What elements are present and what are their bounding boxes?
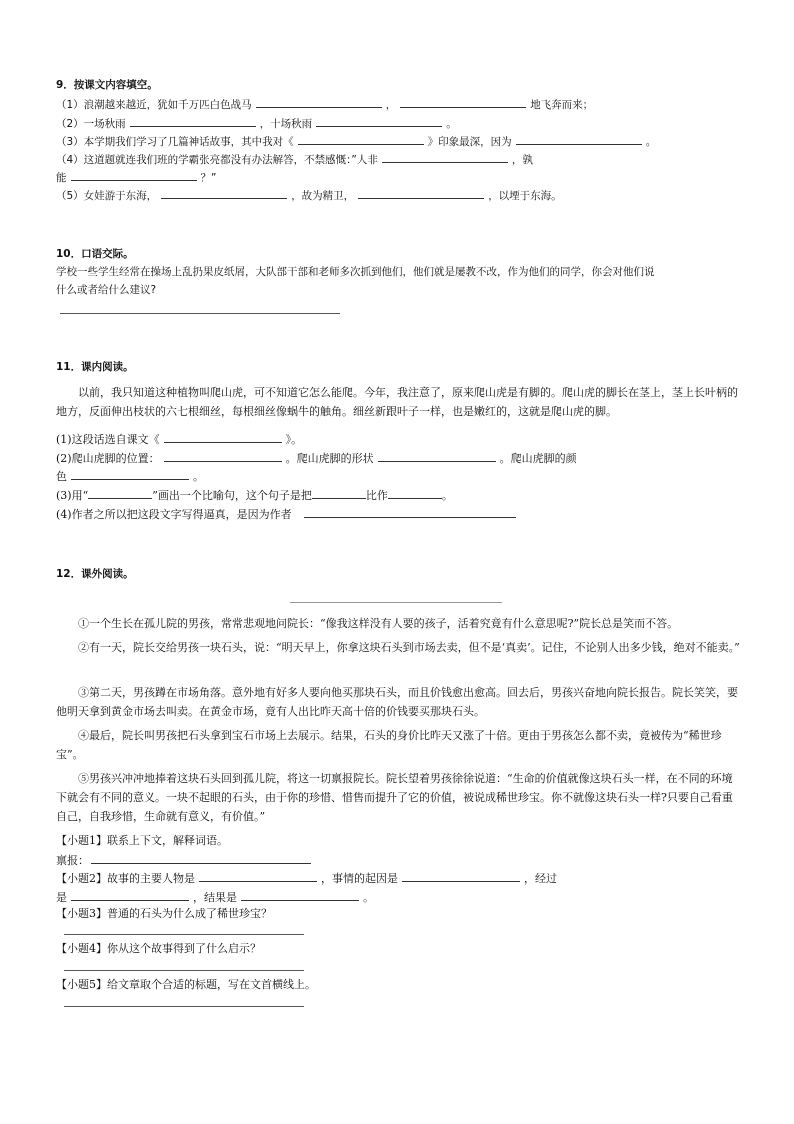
q9-item-4: （4）这道题就连我们班的学霸张亮都没有办法解答，不禁感慨：”人非 ，孰 <box>56 151 533 167</box>
q12-para-5: ⑤男孩兴冲冲地捧着这块石头回到孤儿院，将这一切禀报院长。院长望着男孩徐徐说道：“生命的价值就像这块石头一样，在不同的环境下就会有不同的意义。一块不起眼的石头，由于你的珍惜、惜售而提升了它的价值，被说成稀世珍宝。你不就像这块石头一样?只要自己看重自己，自我珍惜，生命就有意义，有价值。” <box>56 772 733 823</box>
blank[interactable] <box>71 889 189 901</box>
blank[interactable] <box>241 889 359 901</box>
sub-q5: 【小题5】给文章取个合适的标题，写在文首横线上。 <box>56 978 316 991</box>
blank[interactable] <box>312 487 366 499</box>
blank[interactable] <box>256 96 382 108</box>
sub-q1-word: 禀报： <box>56 852 315 868</box>
q10-prompt-line-1: 学校一些学生经常在操场上乱扔果皮纸屑，大队部干部和老师多次抓到他们，他们就是屡教不改，作为他们的同学，你会对他们说 <box>56 266 655 278</box>
blank[interactable] <box>400 96 526 108</box>
blank[interactable] <box>298 133 424 145</box>
q10-prompt-line-2: 什么或者给什么建议? <box>56 284 157 296</box>
q11-sub-2: (2)爬山虎脚的位置： 。爬山虎脚的形状 。爬山虎脚的颜 <box>56 452 577 465</box>
q9-item-3: （3）本学期我们学习了几篇神话故事，其中我对《 》印象最深，因为 。 <box>56 133 656 149</box>
sub-q2-cont: 是 ，结果是 。 <box>56 891 374 904</box>
blank[interactable] <box>382 151 508 163</box>
q9-title: 9．按课文内容填空。 <box>56 79 158 91</box>
q11-sub-2-cont: 色 。 <box>56 470 204 483</box>
blank[interactable] <box>161 187 287 199</box>
answer-line[interactable] <box>64 970 304 971</box>
q10-title: 10．口语交际。 <box>56 248 134 260</box>
blank[interactable] <box>516 133 642 145</box>
q12-para-1: ①一个生长在孤儿院的男孩，常常悲观地问院长：“像我这样没有人要的孩子，活着究竟有什么意思呢?”院长总是笑而不答。 <box>78 617 679 630</box>
blank[interactable] <box>164 450 282 462</box>
answer-line[interactable] <box>64 934 304 935</box>
blank[interactable] <box>304 506 516 518</box>
blank[interactable] <box>88 487 152 499</box>
q11-sub-4: (4)作者之所以把这段文字写得逼真，是因为作者 <box>56 506 520 522</box>
q11-sub-1: (1)这段话选自课文《 》。 <box>56 433 303 446</box>
blank[interactable] <box>130 115 256 127</box>
q9-item-2: （2）一场秋雨 ，十场秋雨 。 <box>56 115 457 131</box>
q11-sub-3: (3)用“ ”画出一个比喻句，这个句子是把 比作 。 <box>56 489 453 502</box>
blank[interactable] <box>71 468 189 480</box>
blank[interactable] <box>91 852 311 864</box>
q9-item-1: （1）浪潮越来越近，犹如千万匹白色战马 ， 地飞奔而来； <box>56 96 593 112</box>
q12-para-4: ④最后，院长叫男孩把石头拿到宝石市场上去展示。结果，石头的身价比昨天又涨了十倍。更由于男孩怎么都不卖，竟被传为“稀世珍宝”。 <box>56 729 722 761</box>
blank[interactable] <box>402 870 520 882</box>
q11-title: 11．课内阅读。 <box>56 361 134 373</box>
q9-item-5: （5）女娃游于东海， ，故为精卫， ，以堙于东海。 <box>56 187 562 203</box>
q11-passage: 以前，我只知道这种植物叫爬山虎，可不知道它怎么能爬。今年，我注意了，原来爬山虎是有脚的。爬山虎的脚长在茎上，茎上长叶柄的地方，反面伸出枝状的六七根细丝，每根细丝像蜗牛的触角。细丝新跟叶子一样，也是嫩红的，这就是爬山虎的脚。 <box>56 386 738 418</box>
title-answer-line[interactable] <box>290 602 502 603</box>
blank[interactable] <box>71 169 197 181</box>
answer-line[interactable] <box>60 313 340 314</box>
blank[interactable] <box>199 870 317 882</box>
blank[interactable] <box>378 450 496 462</box>
sub-q4: 【小题4】你从这个故事得到了什么启示？ <box>56 942 261 955</box>
blank[interactable] <box>164 431 282 443</box>
q9-item-4-cont: 能 ？” <box>56 169 216 185</box>
sub-q1: 【小题1】联系上下文，解释词语。 <box>56 834 228 847</box>
answer-line[interactable] <box>64 1006 304 1007</box>
blank[interactable] <box>388 487 442 499</box>
sub-q3: 【小题3】普通的石头为什么成了稀世珍宝？ <box>56 907 272 920</box>
q12-para-2: ②有一天，院长交给男孩一块石头，说：“明天早上，你拿这块石头到市场去卖，但不是‘真卖’。记住，不论别人出多少钱，绝对不能卖。” <box>78 641 740 654</box>
sub-q2: 【小题2】故事的主要人物是 ，事情的起因是 ，经过 <box>56 872 557 885</box>
blank[interactable] <box>316 115 442 127</box>
q12-para-3: ③第二天，男孩蹲在市场角落。意外地有好多人要向他买那块石头，而且价钱愈出愈高。回去后，男孩兴奋地向院长报告。院长笑笑，要他明天拿到黄金市场去叫卖。在黄金市场，竟有人出比昨天高十倍的价钱要买那块石头。 <box>56 686 738 718</box>
blank[interactable] <box>358 187 484 199</box>
q12-title: 12．课外阅读。 <box>56 568 134 580</box>
